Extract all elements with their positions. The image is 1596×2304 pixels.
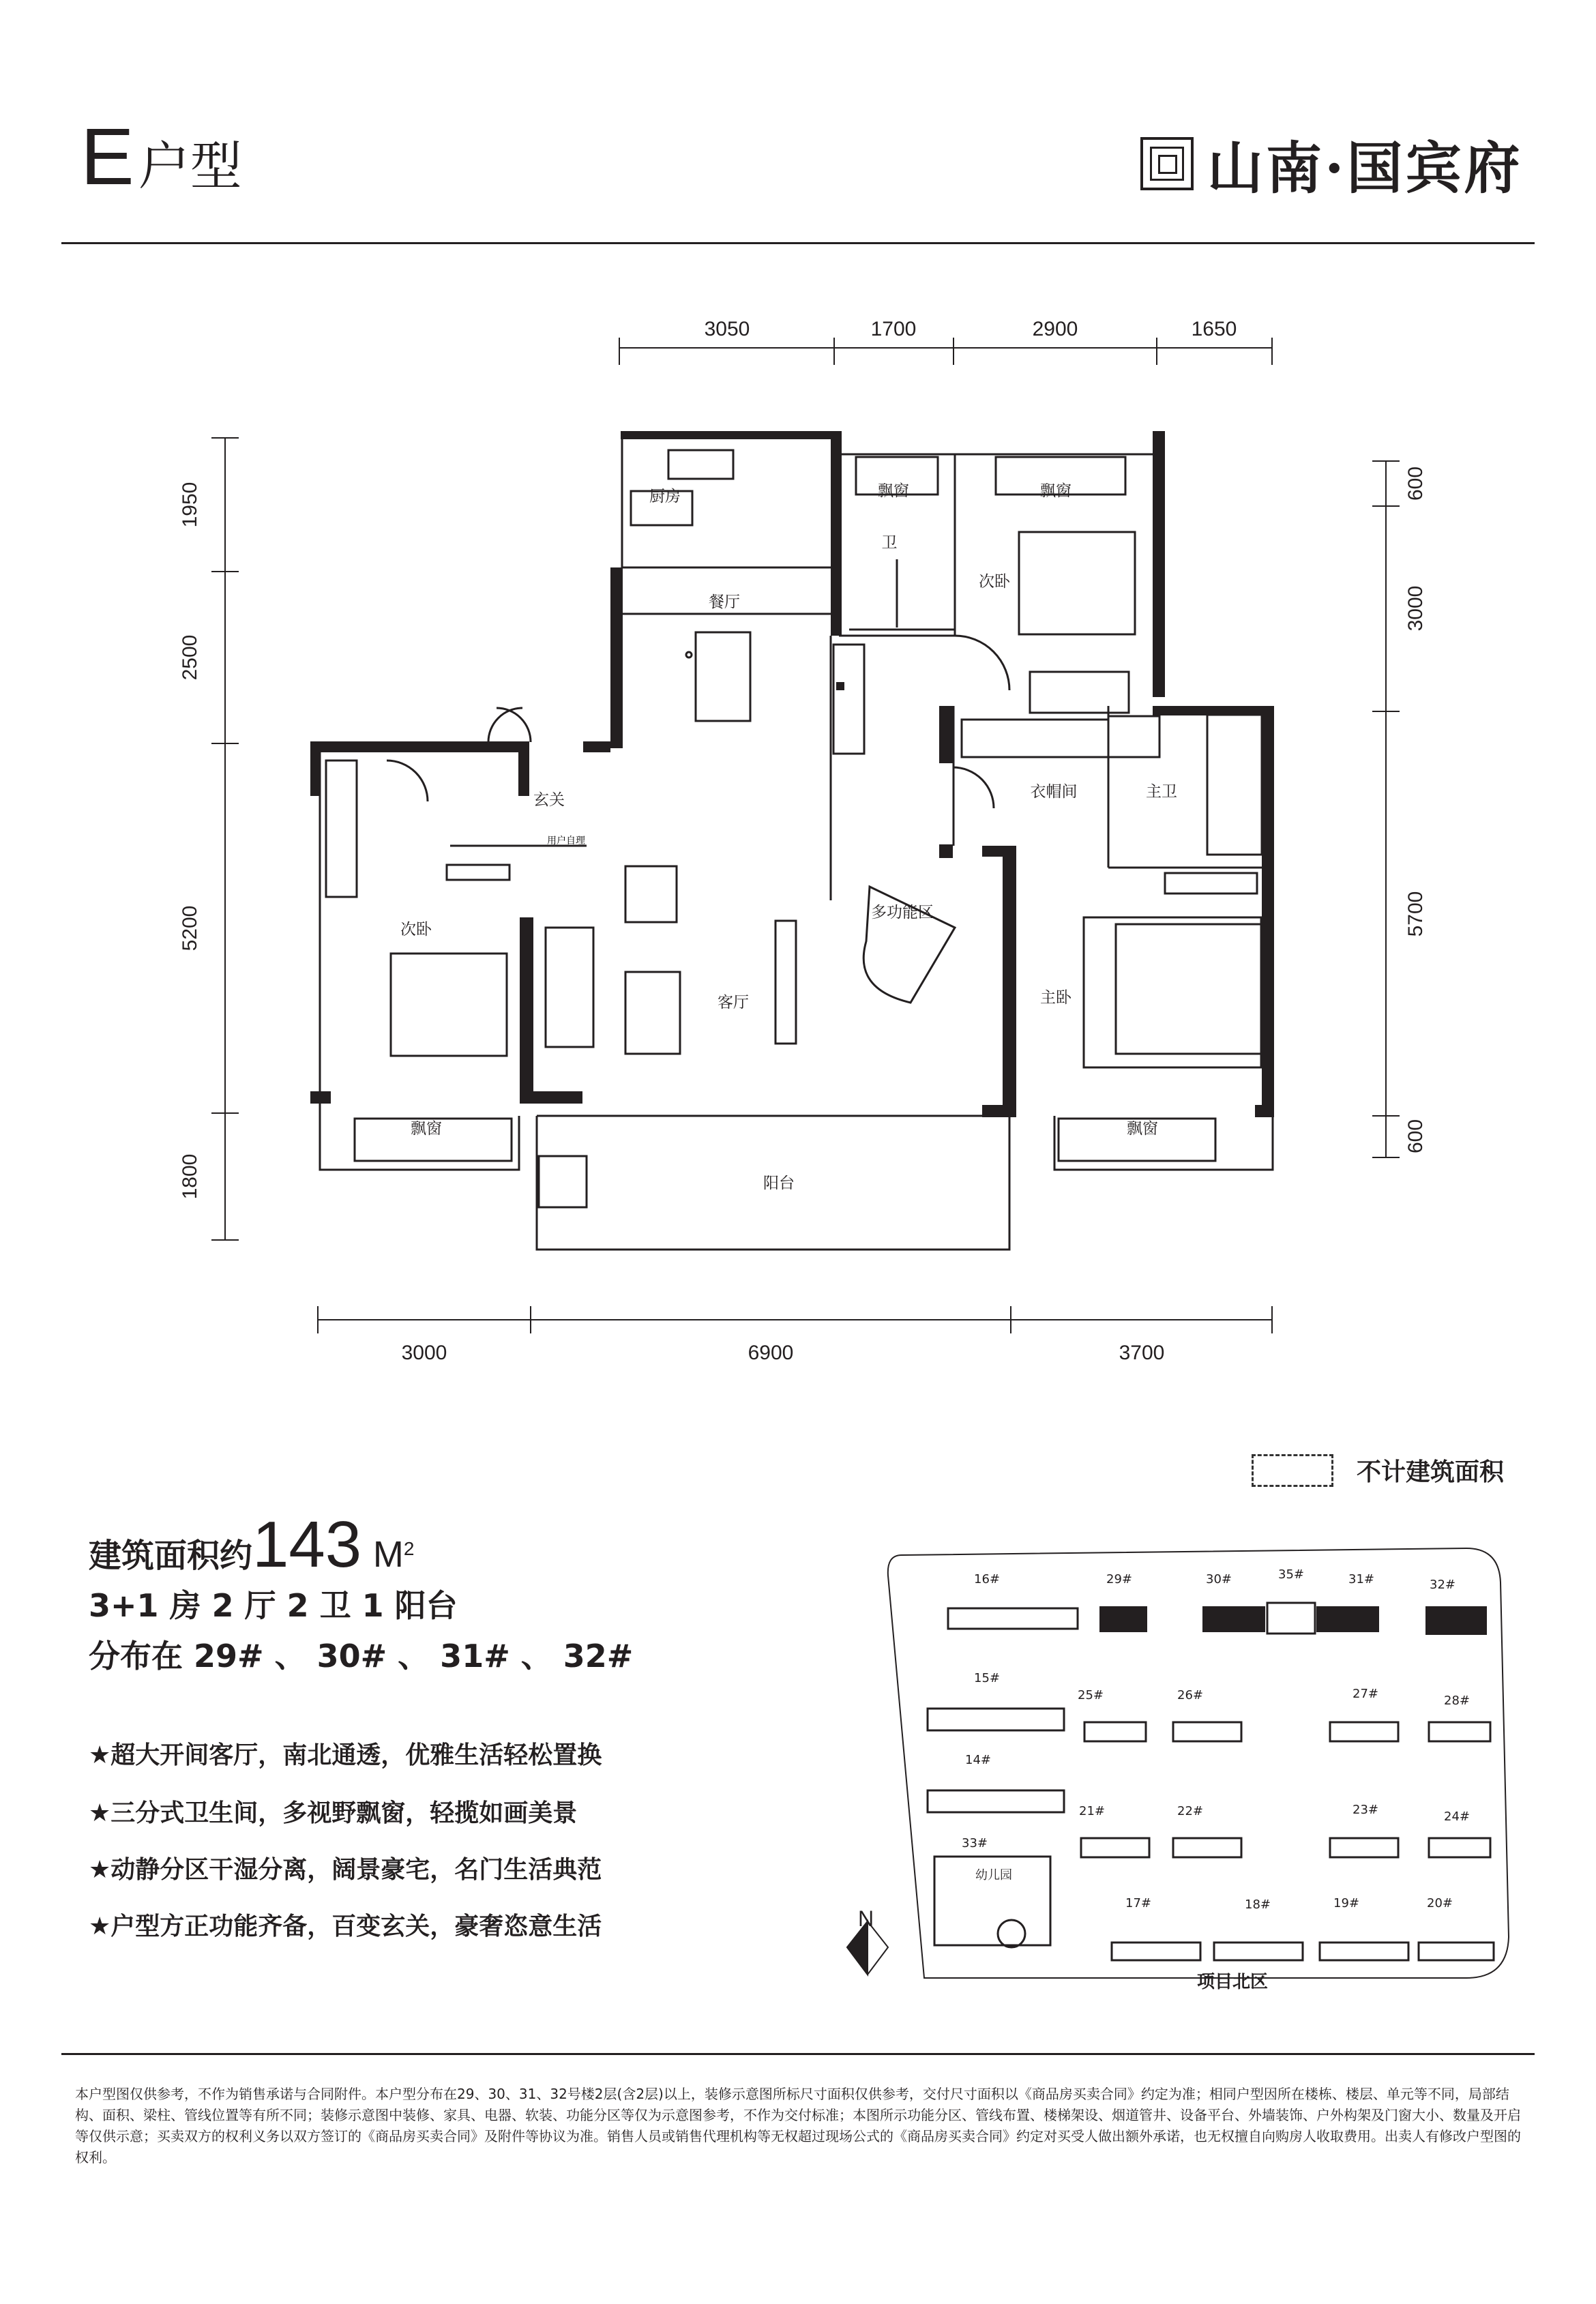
dim-left-3: 5200 [179, 905, 201, 951]
site-kindergarten: 幼儿园 [975, 1868, 1012, 1882]
room-balcony: 阳台 [763, 1175, 795, 1192]
dim-right-3: 5700 [1404, 891, 1427, 937]
bldg-24: 24# [1444, 1810, 1470, 1824]
compass-north-label: N [858, 1906, 874, 1931]
room-master-bedroom: 主卧 [1040, 989, 1072, 1007]
legend-dashed-box [1252, 1454, 1333, 1487]
feature-4: ★户型方正功能齐备，百变玄关，豪奢恣意生活 [89, 1912, 602, 1940]
dim-bottom-1: 3000 [401, 1342, 447, 1364]
room-bay-window-3: 飘窗 [411, 1120, 442, 1138]
bldg-16: 16# [974, 1572, 1000, 1586]
site-area-name: 项目北区 [1197, 1972, 1269, 1992]
room-master-bath: 主卫 [1146, 783, 1177, 801]
dim-right-1: 600 [1404, 466, 1427, 501]
dim-top-1: 3050 [704, 318, 750, 340]
bldg-19: 19# [1333, 1896, 1359, 1910]
disclaimer: 本户型图仅供参考，不作为销售承诺与合同附件。本户型分布在29、30、31、32号楼2层(含2层)以上，装修示意图所标尺寸面积仅供参考，交付尺寸面积以《商品房买卖合同》约定为准；相同户型因所在楼栋、楼层、单元等不同，局部结构、面积、梁柱、管线位置等有所不同；装修示意图中装修、家具、电器、软装、功能分区等仅为示意图参考，不作为交付标准；本图所示功能分区、管线布置、楼梯架设、烟道管井、设备平台、外墙装饰、户外构架及门窗大小、数量及开启等仅供示意；买卖双方的权利义务以双方签订的《商品房买卖合同》及附件等协议为准。销售人员或销售代理机构等无权超过现场公式的《商品房买卖合同》约定对买受人做出额外承诺，也无权擅自向购房人收取费用。出卖人有修改户型图的权利。 [75, 2086, 1521, 2166]
bldg-28: 28# [1444, 1694, 1470, 1708]
bldg-35: 35# [1278, 1567, 1304, 1582]
dim-bottom-3: 3700 [1119, 1342, 1165, 1364]
bldg-20: 20# [1427, 1896, 1453, 1910]
dim-left-1: 1950 [179, 482, 201, 528]
bldg-26: 26# [1177, 1688, 1203, 1702]
bldg-14: 14# [965, 1753, 991, 1767]
room-bay-window-1: 飘窗 [878, 482, 909, 500]
area-sup: 2 [403, 1538, 415, 1559]
dim-top-4: 1650 [1191, 318, 1237, 340]
feature-1: ★超大开间客厅，南北通透，优雅生活轻松置换 [89, 1741, 602, 1769]
feature-3: ★动静分区干湿分离，阔景豪宅，名门生活典范 [89, 1856, 602, 1884]
room-closet: 衣帽间 [1030, 783, 1078, 801]
area-prefix: 建筑面积约 [89, 1537, 253, 1575]
legend-label: 不计建筑面积 [1357, 1458, 1505, 1486]
bldg-32: 32# [1430, 1578, 1455, 1592]
bldg-15: 15# [974, 1671, 1000, 1685]
room-user-manage: 用户自理 [547, 836, 585, 846]
dim-left-4: 1800 [179, 1153, 201, 1200]
brand-name: 山南·国宾府 [1207, 135, 1523, 201]
feature-2: ★三分式卫生间，多视野飘窗，轻揽如画美景 [89, 1799, 578, 1827]
bldg-30: 30# [1206, 1572, 1232, 1586]
room-kitchen: 厨房 [649, 488, 681, 505]
bottom-divider [61, 2053, 1535, 2055]
dim-top-2: 1700 [870, 318, 917, 340]
bldg-23: 23# [1353, 1803, 1378, 1817]
room-multi-function: 多功能区 [871, 904, 934, 921]
bldg-21: 21# [1079, 1804, 1105, 1818]
dim-left-2: 2500 [179, 634, 201, 681]
area-unit: M [372, 1534, 404, 1575]
bldg-17: 17# [1125, 1896, 1151, 1910]
area-value: 143 [252, 1508, 362, 1581]
rooms-line: 3+1 房 2 厅 2 卫 1 阳台 [89, 1587, 458, 1624]
dim-right-4: 600 [1404, 1119, 1427, 1154]
dim-top-3: 2900 [1032, 318, 1078, 340]
bldg-33: 33# [962, 1836, 988, 1850]
room-bedroom-north: 次卧 [979, 573, 1010, 591]
bldg-22: 22# [1177, 1804, 1203, 1818]
room-bath-small: 卫 [881, 534, 898, 552]
bldg-25: 25# [1078, 1688, 1104, 1702]
unit-suffix: 户型 [138, 136, 242, 196]
room-dining: 餐厅 [709, 593, 740, 611]
unit-letter: E [80, 112, 134, 202]
room-bay-window-4: 飘窗 [1127, 1120, 1158, 1138]
distribution-line: 分布在 29# 、 30# 、 31# 、 32# [89, 1638, 634, 1674]
bldg-18: 18# [1245, 1897, 1271, 1912]
dim-right-2: 3000 [1404, 585, 1427, 632]
dim-bottom-2: 6900 [748, 1342, 794, 1364]
room-foyer: 玄关 [533, 791, 565, 809]
area-line [89, 1507, 414, 1582]
room-bedroom-west: 次卧 [400, 921, 432, 939]
bldg-27: 27# [1353, 1687, 1378, 1701]
room-bay-window-2: 飘窗 [1040, 482, 1072, 500]
legend [1252, 1453, 1504, 1488]
bldg-31: 31# [1348, 1572, 1374, 1586]
bldg-29: 29# [1106, 1572, 1132, 1586]
room-living: 客厅 [718, 994, 749, 1011]
